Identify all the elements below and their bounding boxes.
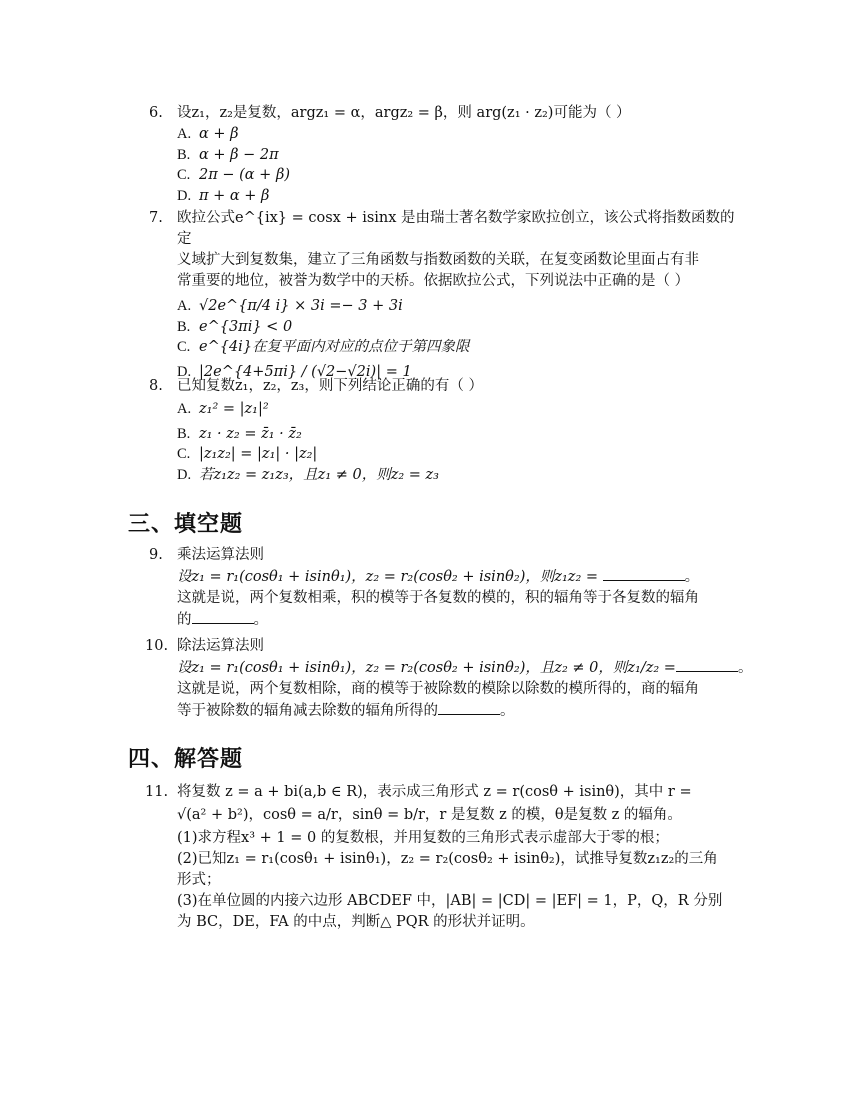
question-line: (2)已知z₁ = r₁(cosθ₁ + isinθ₁)，z₂ = r₂(cosθ₂ + isinθ₂)，试推导复数z₁z₂的三角 — [177, 851, 718, 867]
question-line: 这就是说，两个复数相除，商的模等于被除数的模除以除数的模所得的，商的辐角 — [177, 681, 699, 697]
answer-blank[interactable] — [438, 700, 500, 715]
question-title: 乘法运算法则 — [177, 547, 264, 563]
option-c: C. e^{4i}在复平面内对应的点位于第四象限 — [177, 339, 470, 355]
question-line: 的 。 — [177, 609, 739, 631]
section-heading-fill-in: 三、填空题 — [128, 512, 244, 537]
question-line: 设z₁ = r₁(cosθ₁ + isinθ₁)，z₂ = r₂(cosθ₂ + isinθ₂)，且z₂ ≠ 0，则z₁/z₂ = 。 — [177, 657, 739, 679]
question-line: 等于被除数的辐角减去除数的辐角所得的 。 — [177, 700, 739, 722]
question-stem-line: 欧拉公式e^{ix} = cosx + isinx 是由瑞士著名数学家欧拉创立，该公式将指数函数的定 — [177, 210, 735, 247]
question-line: √(a² + b²)，cosθ = a/r，sinθ = b/r，r 是复数 z 的模，θ是复数 z 的辐角。 — [177, 807, 682, 823]
question-6 — [149, 103, 739, 206]
question-number: 9. — [149, 547, 163, 563]
option-d: D. 若z₁z₂ = z₁z₃，且z₁ ≠ 0，则z₂ = z₃ — [177, 466, 439, 483]
question-stem: 设z₁，z₂是复数，argz₁ = α，argz₂ = β，则 arg(z₁ · z₂)可能为（ ） — [177, 105, 631, 121]
answer-blank[interactable] — [192, 609, 254, 624]
option-a: A. α + β — [177, 126, 239, 142]
option-b: B. e^{3πi} < 0 — [177, 318, 293, 335]
option-a: A. z₁² = |z₁|² — [177, 401, 269, 417]
question-7 — [149, 208, 739, 382]
question-line: 这就是说，两个复数相乘，积的模等于各复数的模的，积的辐角等于各复数的辐角 — [177, 590, 699, 606]
question-line: 为 BC，DE，FA 的中点，判断△ PQR 的形状并证明。 — [177, 914, 535, 930]
question-stem-line: 义域扩大到复数集，建立了三角函数与指数函数的关联，在复变函数论里面占有非 — [177, 252, 699, 268]
question-line: (1)求方程x³ + 1 = 0 的复数根，并用复数的三角形式表示虚部大于零的根； — [177, 830, 669, 846]
question-11 — [145, 782, 739, 933]
question-number: 7. — [149, 210, 163, 226]
question-number: 8. — [149, 378, 163, 394]
question-stem-line: 常重要的地位，被誉为数学中的天桥。依据欧拉公式，下列说法中正确的是（ ） — [177, 273, 690, 289]
option-b: B. α + β − 2π — [177, 146, 279, 163]
question-number: 11. — [145, 784, 169, 800]
question-line: 将复数 z = a + bi(a,b ∈ R)，表示成三角形式 z = r(cosθ + isinθ)，其中 r = — [177, 784, 692, 800]
question-title: 除法运算法则 — [177, 638, 264, 654]
question-number: 10. — [145, 638, 169, 654]
option-a: A. √2e^{π/4 i} × 3i =− 3 + 3i — [177, 298, 403, 314]
question-stem: 已知复数z₁，z₂，z₃，则下列结论正确的有（ ） — [177, 378, 483, 394]
option-c: C. |z₁z₂| = |z₁| · |z₂| — [177, 446, 318, 462]
option-b: B. z₁ · z₂ = z̄₁ · z̄₂ — [177, 425, 302, 442]
option-d: D. π + α + β — [177, 187, 270, 204]
answer-blank[interactable] — [603, 566, 685, 581]
question-8 — [149, 376, 739, 485]
question-9 — [149, 545, 739, 631]
question-10 — [145, 636, 753, 722]
option-c: C. 2π − (α + β) — [177, 167, 290, 183]
section-heading-answer: 四、解答题 — [128, 747, 244, 772]
question-number: 6. — [149, 105, 163, 121]
question-line: (3)在单位圆的内接六边形 ABCDEF 中，|AB| = |CD| = |EF| = 1，P，Q，R 分别 — [177, 893, 723, 909]
question-line: 形式； — [177, 872, 221, 888]
option-d: D. |2e^{4+5πi} / (√2−√2i)| = 1 — [177, 363, 412, 380]
question-line: 设z₁ = r₁(cosθ₁ + isinθ₁)，z₂ = r₂(cosθ₂ + isinθ₂)，则z₁z₂ = 。 — [177, 566, 739, 588]
answer-blank[interactable] — [676, 657, 738, 672]
